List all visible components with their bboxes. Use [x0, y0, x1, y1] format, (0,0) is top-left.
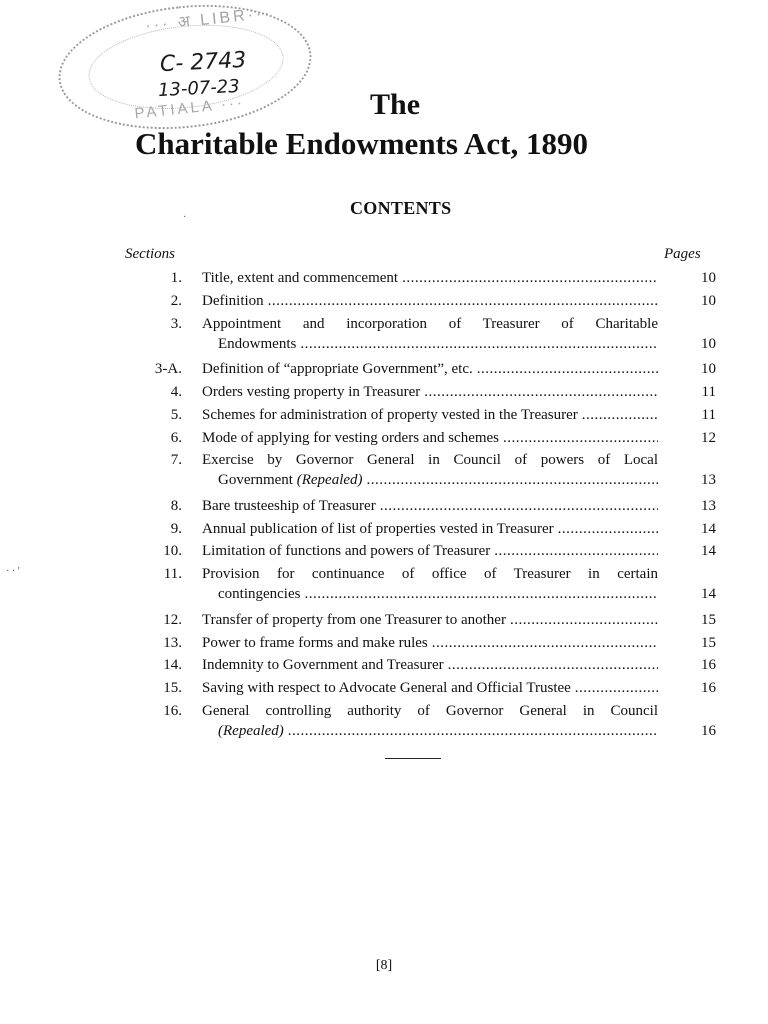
section-title-text: Bare trusteeship of Treasurer — [202, 497, 376, 514]
section-title-text: Saving with respect to Advocate General and Official Trustee — [202, 680, 571, 697]
section-title-text: Orders vesting property in Treasurer — [202, 383, 421, 400]
handwritten-accession-number: C- 2743 — [159, 47, 247, 78]
section-number: 15. — [163, 680, 182, 697]
section-title-text: Transfer of property from one Treasurer to another — [202, 611, 506, 628]
stamp-top-text: ··· अ LIBR··· — [144, 4, 274, 35]
section-number: 3. — [170, 315, 182, 332]
section-number: 6. — [170, 429, 182, 446]
page-reference: 15 — [701, 634, 716, 651]
page-reference: 15 — [701, 611, 716, 628]
dot-leader — [380, 496, 658, 516]
section-title-text: Schemes for administration of property vested in the Treasurer — [202, 406, 578, 423]
section-title — [202, 428, 658, 448]
repealed-note: (Repealed) — [296, 472, 363, 489]
page-number: [8] — [375, 958, 393, 973]
section-title — [202, 541, 658, 561]
section-title — [202, 314, 658, 354]
page-reference: 16 — [701, 722, 716, 739]
section-number: 7. — [170, 452, 182, 469]
dot-leader — [575, 678, 658, 698]
section-title-text: Annual publication of list of properties vested in Treasurer — [202, 520, 554, 537]
section-number: 2. — [170, 292, 182, 309]
section-title — [202, 359, 658, 379]
scan-speck: · — [183, 212, 187, 223]
section-number: 8. — [170, 497, 182, 514]
dot-leader — [268, 291, 658, 311]
scan-speck: · · ′ — [6, 566, 20, 577]
page-reference: 12 — [701, 429, 716, 446]
section-title — [202, 564, 658, 604]
section-title-first-line: Provision for continuance of office of Treasurer in certain — [202, 566, 658, 583]
section-title-first-line: General controlling authority of Governor General in Council — [202, 702, 658, 719]
section-number: 4. — [170, 383, 182, 400]
end-rule — [385, 758, 441, 759]
sections-column-heading: Sections — [125, 246, 175, 262]
section-title-text: Indemnity to Government and Treasurer — [202, 657, 444, 674]
section-title-first-line: Exercise by Governor General in Council of powers of Local — [202, 452, 658, 469]
section-title — [202, 701, 658, 741]
section-title-text: Title, extent and commencement — [202, 270, 399, 286]
handwritten-date: 13-07-23 — [157, 75, 241, 102]
section-title-text: Mode of applying for vesting orders and schemes — [202, 429, 500, 446]
dot-leader — [300, 334, 658, 354]
repealed-note: (Repealed) — [218, 722, 284, 739]
section-number: 10. — [163, 543, 182, 560]
section-number: 1. — [170, 270, 182, 286]
section-number: 5. — [170, 406, 182, 423]
section-title — [202, 382, 658, 402]
section-title-text: Endowments — [218, 335, 297, 352]
section-number: 14. — [163, 657, 182, 674]
dot-leader — [432, 633, 658, 653]
section-title-first-line: Appointment and incorporation of Treasurer of Charitable — [202, 315, 658, 332]
section-number: 3-A. — [154, 361, 182, 378]
section-title — [202, 405, 658, 425]
page-reference: 10 — [701, 270, 716, 286]
dot-leader — [582, 405, 658, 425]
section-title — [202, 450, 658, 490]
dot-leader — [558, 519, 658, 539]
dot-leader — [367, 470, 658, 490]
contents-heading: CONTENTS — [350, 198, 452, 218]
dot-leader — [424, 382, 658, 402]
dot-leader — [402, 268, 658, 288]
dot-leader — [503, 428, 658, 448]
page-reference: 10 — [701, 292, 716, 309]
page-reference: 10 — [701, 335, 716, 352]
section-title — [202, 291, 658, 311]
dot-leader — [494, 541, 658, 561]
section-title — [202, 610, 658, 630]
section-title — [202, 268, 658, 288]
page-reference: 14 — [701, 520, 716, 537]
section-title — [202, 678, 658, 698]
section-title-text: Power to frame forms and make rules — [202, 634, 428, 651]
section-number: 12. — [163, 611, 182, 628]
section-number: 11. — [163, 566, 182, 583]
section-title-text: Government — [218, 472, 293, 489]
page-reference: 14 — [701, 543, 716, 560]
dot-leader — [288, 721, 658, 741]
section-title-text: Limitation of functions and powers of Treasurer — [202, 543, 491, 560]
page-reference: 13 — [701, 497, 716, 514]
page-reference: 16 — [701, 657, 716, 674]
title-line-1: The — [370, 88, 421, 121]
section-title — [202, 633, 658, 653]
page-reference: 13 — [701, 472, 716, 489]
section-title-text: Definition — [202, 292, 264, 309]
section-title — [202, 496, 658, 516]
stamp-bottom-text: PATIALA ··· — [133, 93, 246, 123]
section-title — [202, 519, 658, 539]
section-number: 13. — [163, 634, 182, 651]
dot-leader — [477, 359, 658, 379]
page-reference: 14 — [701, 586, 716, 603]
section-number: 9. — [170, 520, 182, 537]
section-title — [202, 655, 658, 675]
pages-column-heading: Pages — [664, 246, 701, 262]
title-line-2: Charitable Endowments Act, 1890 — [135, 126, 588, 161]
page-reference: 11 — [701, 383, 716, 400]
section-title-text: Definition of “appropriate Government”, etc. — [202, 361, 473, 378]
dot-leader — [510, 610, 658, 630]
dot-leader — [304, 584, 658, 604]
section-number: 16. — [163, 702, 182, 719]
page-reference: 10 — [701, 361, 716, 378]
page-reference: 16 — [701, 680, 716, 697]
dot-leader — [448, 655, 658, 675]
section-title-text: contingencies — [218, 586, 301, 603]
page-reference: 11 — [701, 406, 716, 423]
